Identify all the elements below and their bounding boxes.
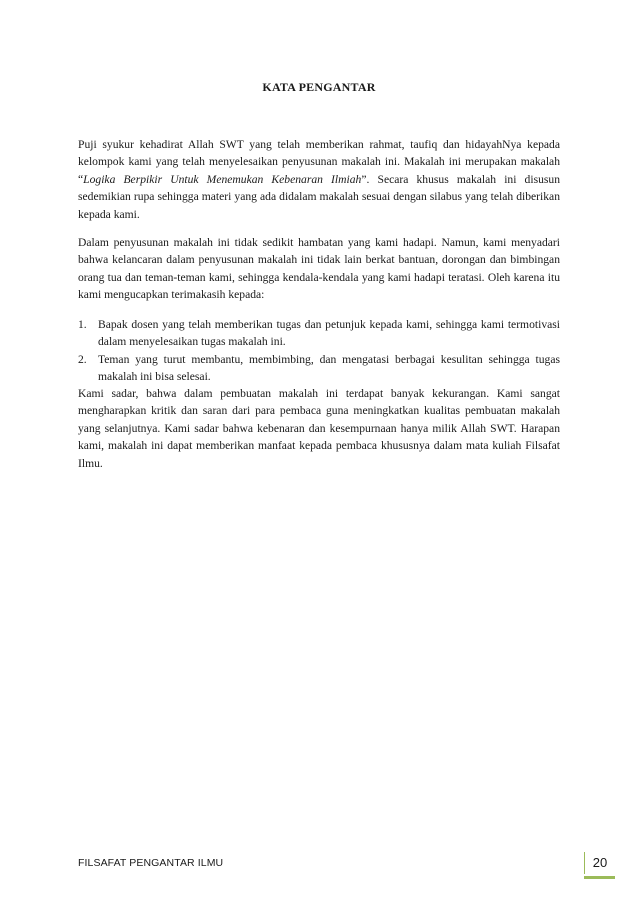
page-number-accent-bar [584,876,615,879]
paper-title-italic: Logika Berpikir Untuk Menemukan Kebenaran Ilmiah [83,172,362,186]
closing-paragraph-text: Kami sadar, bahwa dalam pembuatan makalah ini terdapat banyak kekurangan. Kami sangat mengharapkan kritik dan saran dari para pembaca guna meningkatkan kualitas pembuatan makalah yang selanjutnya. Kami sadar bahwa kebenaran dan kesempurnaan hanya milik Allah SWT. Harapan kami, makalah ini dapat memberikan manfaat kepada pembaca khususnya dalam mata kuliah Filsafat Ilmu. [78,387,560,470]
intro-paragraph-text: Puji syukur kehadirat Allah SWT yang telah memberikan rahmat, taufiq dan hidayahNya kepada kelompok kami yang telah menyelesaikan penyusunan makalah ini. Makalah ini merupakan makalah “ [78,138,560,186]
list-item [78,316,560,351]
list-item-text: Bapak dosen yang telah memberikan tugas dan petunjuk kepada kami, sehingga kami termotivasi dalam menyelesaikan tugas makalah ini. [98,318,560,349]
closing-paragraph [78,385,560,472]
thanks-list [78,316,560,386]
intro-paragraph-text-end: ”. Secara khusus makalah ini disusun sedemikian rupa sehingga materi yang ada didalam makalah sesuai dengan silabus yang telah diberikan kepada kami. [78,172,560,221]
footer-label: FILSAFAT PENGANTAR ILMU [78,857,224,869]
acknowledgement-paragraph [78,234,560,304]
list-item-number: 1. [78,318,87,331]
list-item-text: Teman yang turut membantu, membimbing, dan mengatasi berbagai kesulitan sehingga tugas makalah ini bisa selesai. [98,352,560,384]
acknowledgement-paragraph-text: Dalam penyusunan makalah ini tidak sedikit hambatan yang kami hadapi. Namun, kami menyadari bahwa kelancaran dalam penyusunan makalah ini tidak lain berkat bantuan, dorongan dan bimbingan orang tua dan teman-teman kami, sehingga kendala-kendala yang kami hadapi teratasi. Oleh karena itu kami mengucapkan terimakasih kepada: [78,236,560,302]
page-title: KATA PENGANTAR [262,80,376,94]
page-number: 20 [584,852,615,874]
intro-paragraph [78,136,560,223]
list-item [78,351,560,386]
list-item-number: 2. [78,352,87,366]
